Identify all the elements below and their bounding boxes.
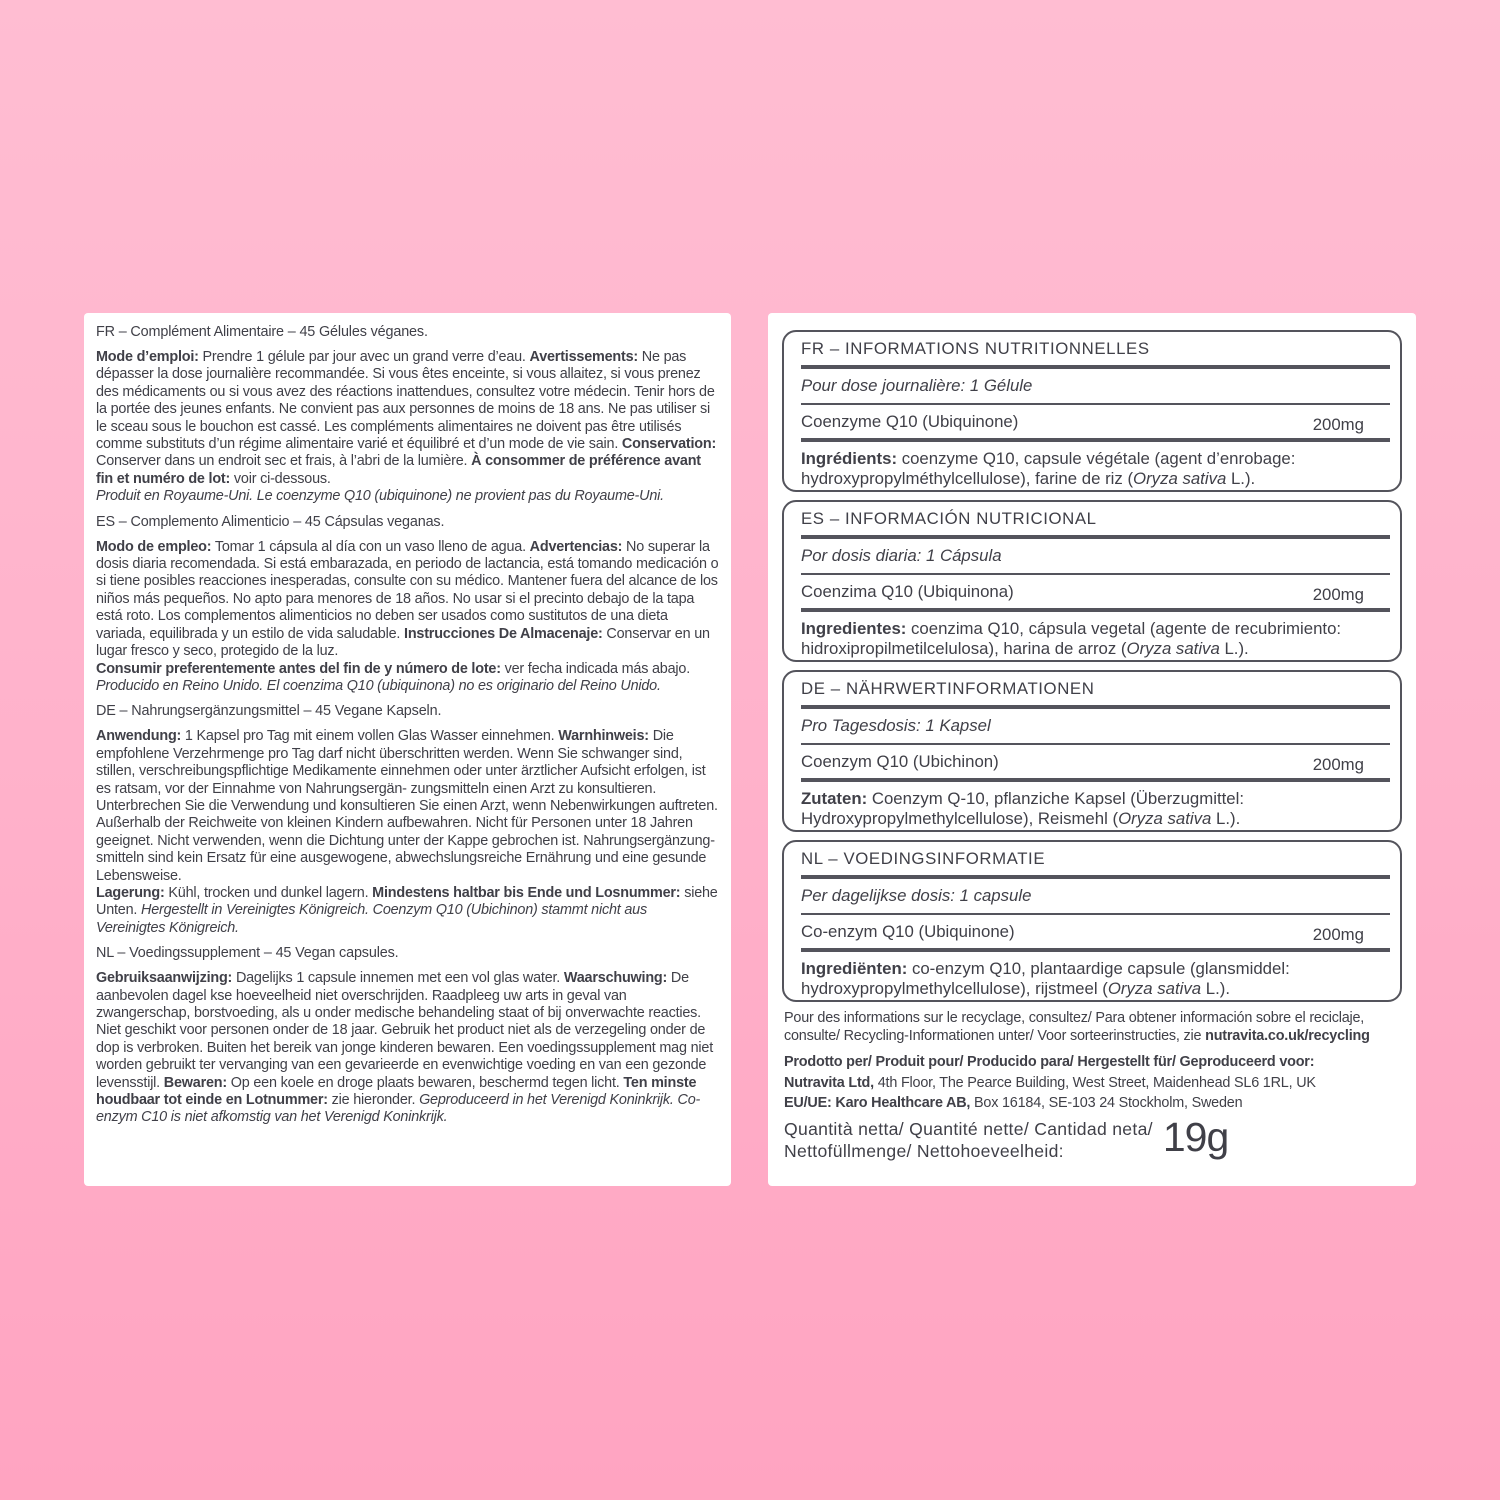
nutrient-name: Coenzym Q10 (Ubichinon) xyxy=(801,752,999,771)
ingredients-end: L.). xyxy=(1201,978,1231,998)
fr-text-warnings: Ne pas dépasser la dose journalière recommandée. Si vous êtes enceinte, si vous allaitez, si vous prenez des médicaments ou si vous avez des réactions inattendues, consultez votre médecin. Tenir hors de la portée des jeunes enfants. Ne convient pas aux personnes de moins de 18 ans. Ne pas utiliser si le sceau sous le bouchon est cassé. Les compléments alimentaires ne doivent pas être utilisés comme substituts d’un régime alimentaire varié et équilibré et d’un mode de vie sain. xyxy=(96,349,715,453)
net-quantity-value: 19g xyxy=(1162,1113,1229,1160)
nl-text-bestbefore: zie hieronder. xyxy=(327,1092,420,1109)
manufacturer-eu-address: Box 16184, SE-103 24 Stockholm, Sweden xyxy=(970,1095,1243,1111)
de-origin: Hergestellt in Vereinigtes Königreich. Coenzym Q10 (Ubichinon) stammt nicht aus Vereinigtes Königreich. xyxy=(96,902,647,936)
es-directions xyxy=(96,539,719,696)
nl-text-warnings: De aanbevolen dagel kse hoeveelheid niet overschrijden. Raadpleeg uw arts in geval van zwangerschap, borstvoeding, als u onder medische behandeling staat of bij onverwachte reacties. Niet geschikt voor personen onder de 18 jaar. Gebruik het product niet als de verzegeling onder de dop is verbroken. Buiten het bereik van jonge kinderen bewaren. Een voedingssupplement mag niet worden gebruikt ter vervanging van een gevarieerde en evenwichtige voeding en van een gezonde levensstijl. xyxy=(96,970,713,1091)
manufacturer-eu xyxy=(784,1093,1402,1114)
de-label-storage: Lagerung: xyxy=(96,884,165,901)
recycling-text: Pour des informations sur le recyclage, consultez/ Para obtener información sobre el reciclaje, consulte/ Recycling-Informationen unter/ Voor sorteerinstructies, zie xyxy=(784,1010,1365,1044)
ingredients-text: coenzima Q10, cápsula vegetal (agente de recubrimiento: hidroxipropilmetilcelulosa), harina de arroz ( xyxy=(801,619,1342,658)
ingredients xyxy=(801,952,1390,998)
net-quantity-label xyxy=(784,1118,1153,1162)
ingredients-text: Coenzym Q-10, pflanziche Kapsel (Überzugmittel: Hydroxypropylmethylcellulose), Reismehl ( xyxy=(801,789,1244,828)
recycling-link[interactable]: nutravita.co.uk/recycling xyxy=(1205,1027,1370,1044)
ingredients-text: coenzyme Q10, capsule végétale (agent d’enrobage: hydroxypropylméthylcellulose), farine de riz ( xyxy=(801,449,1296,488)
fr-directions xyxy=(96,349,719,506)
fr-label-usage: Mode d’emploi: xyxy=(96,349,199,365)
de-directions xyxy=(96,728,719,937)
nutrition-box-de xyxy=(782,670,1402,832)
de-text-bestbefore: siehe Unten. xyxy=(96,884,718,919)
nutrition-title: NL – VOEDINGSINFORMATIE xyxy=(801,842,1390,879)
ingredients xyxy=(801,612,1390,658)
ingredients-text: co-enzym Q10, plantaardige capsule (glansmiddel: hydroxypropylmethylcellulose), rijstmeel ( xyxy=(801,959,1290,998)
nutrition-box-es xyxy=(782,500,1402,662)
nutrition-dose: Pro Tagesdosis: 1 Kapsel xyxy=(801,709,1390,745)
nutrition-title: DE – NÄHRWERTINFORMATIONEN xyxy=(801,672,1390,709)
nl-label-usage: Gebruiksaanwijzing: xyxy=(96,970,233,987)
nutrition-panel xyxy=(768,313,1416,1186)
nutrition-row xyxy=(801,405,1390,442)
nutrient-amount: 200mg xyxy=(1312,925,1364,944)
fr-origin: Produit en Royaume-Uni. Le coenzyme Q10 (ubiquinone) ne provient pas du Royaume-Uni. xyxy=(96,488,664,505)
nl-directions xyxy=(96,970,719,1127)
nutrition-row xyxy=(801,745,1390,782)
es-heading: ES – Complemento Alimenticio – 45 Cápsulas veganas. xyxy=(96,513,445,530)
ingredients-species: Oryza sativa xyxy=(1133,468,1227,488)
ingredients-species: Oryza sativa xyxy=(1107,978,1202,998)
manufacturer-info xyxy=(782,1052,1402,1114)
de-text-storage: Kühl, trocken und dunkel lagern. xyxy=(164,884,373,901)
de-text-usage: 1 Kapsel pro Tag mit einem vollen Glas Wasser einnehmen. xyxy=(181,728,559,745)
nl-label-storage: Bewaren: xyxy=(163,1074,227,1091)
de-heading: DE – Nahrungsergänzungsmittel – 45 Vegane Kapseln. xyxy=(96,703,442,720)
recycling-info xyxy=(782,1010,1402,1045)
fr-text-bestbefore: voir ci-dessous. xyxy=(230,470,331,487)
ingredients-species: Oryza sativa xyxy=(1118,808,1212,828)
nl-text-storage: Op een koele en droge plaats bewaren, beschermd tegen licht. xyxy=(226,1074,624,1091)
nutrition-row xyxy=(801,915,1390,952)
nutrient-amount: 200mg xyxy=(1312,755,1364,774)
nutrition-box-nl xyxy=(782,840,1402,1002)
nl-text-usage: Dagelijks 1 capsule innemen met een vol glas water. xyxy=(232,970,564,987)
nutrition-dose: Por dosis diaria: 1 Cápsula xyxy=(801,539,1390,575)
nl-heading: NL – Voedingssupplement – 45 Vegan capsules. xyxy=(96,945,399,962)
fr-text-usage: Prendre 1 gélule par jour avec un grand verre d’eau. xyxy=(198,349,530,365)
es-origin: Producido en Reino Unido. El coenzima Q10 (ubiquinona) no es originario del Reino Unido. xyxy=(96,677,661,694)
fr-heading: FR – Complément Alimentaire – 45 Gélules véganes. xyxy=(96,324,428,340)
nutrient-amount: 200mg xyxy=(1312,585,1364,604)
manufacturer-uk xyxy=(784,1073,1402,1094)
ingredients-species: Oryza sativa xyxy=(1126,638,1220,658)
ingredients xyxy=(801,782,1390,828)
de-label-warnings: Warnhinweis: xyxy=(558,728,649,745)
nl-origin: Geproduceerd in het Verenigd Koninkrijk. Co-enzym C10 is niet afkomstig van het Verenigd Koninkrijk. xyxy=(96,1092,701,1126)
es-label-warnings: Advertencias: xyxy=(529,538,623,555)
nutrition-row xyxy=(801,575,1390,612)
manufacturer-uk-address: 4th Floor, The Pearce Building, West Street, Maidenhead SL6 1RL, UK xyxy=(873,1074,1316,1091)
nl-label-warnings: Waarschuwing: xyxy=(563,970,668,987)
ingredients-label: Ingredientes: xyxy=(801,619,907,638)
ingredients-label: Zutaten: xyxy=(801,789,868,808)
nutrient-name: Coenzyme Q10 (Ubiquinone) xyxy=(801,412,1019,431)
directions-panel xyxy=(84,313,731,1186)
nutrient-amount: 200mg xyxy=(1312,415,1364,434)
fr-label-bestbefore: À consommer de préférence avant fin et numéro de lot: xyxy=(96,453,701,487)
nl-label-bestbefore: Ten minste houdbaar tot einde en Lotnummer: xyxy=(96,1074,697,1109)
ingredients-end: L.). xyxy=(1226,468,1256,488)
nutrition-dose: Per dagelijkse dosis: 1 capsule xyxy=(801,879,1390,915)
fr-label-storage: Conservation: xyxy=(621,436,717,453)
nutrition-title: ES – INFORMACIÓN NUTRICIONAL xyxy=(801,502,1390,539)
manufacturer-heading: Prodotto per/ Produit pour/ Producido para/ Hergestellt für/ Geproduceerd voor: xyxy=(784,1054,1315,1070)
net-quantity-label-line2: Nettofüllmenge/ Nettohoeveelheid: xyxy=(784,1140,1064,1161)
fr-label-warnings: Avertissements: xyxy=(529,349,638,365)
es-label-usage: Modo de empleo: xyxy=(96,538,212,555)
es-text-usage: Tomar 1 cápsula al día con un vaso lleno de agua. xyxy=(211,538,530,555)
de-text-warnings: Die empfohlene Verzehrmenge pro Tag darf nicht überschritten werden. Wenn Sie schwanger sind, stillen, verschreibungspflichtige Medikamente einnehmen oder unter ärztlicher Aufsicht erfolgen, ist es ratsam, vor der Einnahme von Nahrungsergän- zungsmitteln einen Arzt zu konsultieren. Unterbrechen Sie die Verwendung und konsultieren Sie einen Arzt, wenn Nebenwirkungen auftreten. Außerhalb der Reichweite von kleinen Kindern aufbewahren. Nicht für Personen unter 18 Jahren geeignet. Nicht verwenden, wenn die Dichtung unter der Kappe gebrochen ist. Nahrungsergänzung- smitteln sind kein Ersatz für eine ausgewogene, abwechslungsreiche Ernährung und eine gesunde Lebensweise. xyxy=(96,728,718,884)
es-text-storage: Conservar en un lugar fresco y seco, protegido de la luz. xyxy=(96,625,710,660)
net-quantity xyxy=(782,1113,1402,1162)
de-label-usage: Anwendung: xyxy=(96,728,182,745)
fr-text-storage: Conserver dans un endroit sec et frais, à l’abri de la lumière. xyxy=(96,453,472,470)
manufacturer-eu-name: EU/UE: Karo Healthcare AB, xyxy=(784,1095,971,1111)
nutrition-dose: Pour dose journalière: 1 Gélule xyxy=(801,369,1390,405)
es-label-storage: Instrucciones De Almacenaje: xyxy=(404,625,603,642)
de-label-bestbefore: Mindestens haltbar bis Ende und Losnummer: xyxy=(372,884,681,901)
manufacturer-uk-name: Nutravita Ltd, xyxy=(784,1074,874,1091)
ingredients xyxy=(801,442,1390,488)
nutrition-box-fr xyxy=(782,330,1402,492)
nutrient-name: Co-enzym Q10 (Ubiquinone) xyxy=(801,922,1015,941)
nutrient-name: Coenzima Q10 (Ubiquinona) xyxy=(801,582,1014,601)
es-label-bestbefore: Consumir preferentemente antes del fin de y número de lote: xyxy=(96,660,501,677)
net-quantity-label-line1: Quantità netta/ Quantité nette/ Cantidad neta/ xyxy=(784,1118,1153,1139)
nutrition-title: FR – INFORMATIONS NUTRITIONNELLES xyxy=(801,332,1390,369)
ingredients-end: L.). xyxy=(1219,638,1249,658)
es-text-warnings: No superar la dosis diaria recomendada. Si está embarazada, en periodo de lactancia, está tomando medicación o si tiene posibles reacciones inesperadas, consulte con su médico. Mantener fuera del alcance de los niños más pequeños. No apto para menores de 18 años. No usar si el precinto debajo de la tapa está roto. Los complementos alimenticios no deben ser usados como sustitutos de una dieta variada, equilibrada y un estilo de vida saludable. xyxy=(96,538,719,642)
ingredients-end: L.). xyxy=(1211,808,1241,828)
ingredients-label: Ingrediënten: xyxy=(801,959,908,978)
es-text-bestbefore: ver fecha indicada más abajo. xyxy=(500,660,690,677)
ingredients-label: Ingrédients: xyxy=(801,449,898,468)
